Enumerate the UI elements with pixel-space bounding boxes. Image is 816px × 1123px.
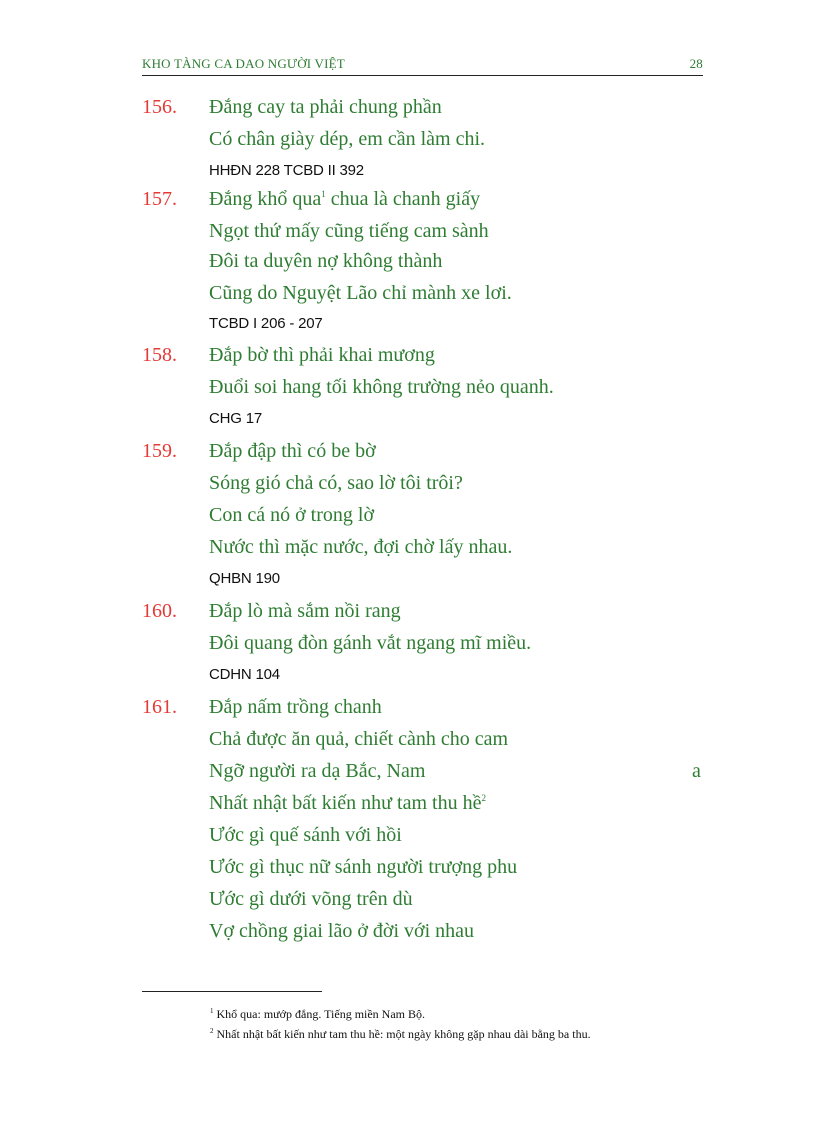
page-number: 28: [689, 56, 703, 71]
verse-line: Đắp nấm trồng chanh: [209, 696, 382, 718]
verse-line: Cũng do Nguyệt Lão chỉ mành xe lơi.: [209, 282, 512, 304]
source-citation: CDHN 104: [209, 666, 280, 683]
verse-line: Đôi ta duyên nợ không thành: [209, 250, 443, 272]
entry-number-158: 158.: [142, 344, 177, 366]
verse-line: Ngọt thứ mấy cũng tiếng cam sành: [209, 220, 489, 242]
verse-line: Đắp lò mà sắm nồi rang: [209, 600, 401, 622]
footnote-ref: 1: [321, 189, 326, 199]
footnote-ref: 2: [481, 793, 486, 803]
verse-text: Nhất nhật bất kiến như tam thu hề: [209, 792, 482, 814]
header-divider: [142, 75, 703, 76]
verse-line: Nước thì mặc nước, đợi chờ lấy nhau.: [209, 536, 513, 558]
stray-character: a: [692, 760, 701, 782]
verse-text: chua là chanh giấy: [330, 188, 481, 210]
entry-number-159: 159.: [142, 440, 177, 462]
footnote-mark: 1: [210, 1007, 214, 1015]
verse-line: Ước gì thục nữ sánh người trượng phu: [209, 856, 518, 878]
verse-line: Đắp đập thì có be bờ: [209, 440, 376, 462]
verse-line: Đôi quang đòn gánh vắt ngang mĩ miều.: [209, 632, 532, 654]
footnote-text: Khổ qua: mướp đắng. Tiếng miền Nam Bộ.: [216, 1007, 426, 1021]
entry-number-161: 161.: [142, 696, 177, 718]
footnote-divider: [142, 991, 322, 992]
source-citation: CHG 17: [209, 410, 262, 427]
verse-text: Đắng khổ qua: [209, 188, 322, 210]
footnote-text: Nhất nhật bất kiến như tam thu hề: một ngày không gặp nhau dài bằng ba thu.: [216, 1027, 591, 1041]
verse-line: Con cá nó ở trong lờ: [209, 504, 375, 526]
verse-line: Ngỡ người ra dạ Bắc, Nam: [209, 760, 426, 782]
footnote-mark: 2: [210, 1027, 214, 1035]
entry-number-156: 156.: [142, 96, 177, 118]
verse-line: Đắng cay ta phải chung phần: [209, 96, 442, 118]
verse-line: [209, 187, 480, 211]
verse-line: Chả được ăn quả, chiết cành cho cam: [209, 728, 509, 750]
verse-line: Sóng gió chả có, sao lờ tôi trôi?: [209, 472, 463, 494]
verse-line: Đuổi soi hang tối không trường nẻo quanh.: [209, 376, 554, 398]
verse-line: Ước gì dưới võng trên dù: [209, 888, 413, 910]
verse-line: Vợ chồng giai lão ở đời với nhau: [209, 920, 475, 942]
verse-line: Đắp bờ thì phải khai mương: [209, 344, 435, 366]
verse-line: [209, 791, 486, 815]
verse-line: Ước gì quế sánh với hồi: [209, 824, 402, 846]
entry-number-157: 157.: [142, 188, 177, 210]
footnote-1: [210, 1007, 425, 1022]
source-citation: HHĐN 228 TCBD II 392: [209, 162, 364, 179]
verse-line: Có chân giày dép, em cần làm chi.: [209, 128, 486, 150]
source-citation: TCBD I 206 - 207: [209, 315, 323, 332]
source-citation: QHBN 190: [209, 570, 280, 587]
footnote-2: [210, 1027, 591, 1042]
book-title: KHO TÀNG CA DAO NGƯỜI VIỆT: [142, 56, 345, 71]
entry-number-160: 160.: [142, 600, 177, 622]
